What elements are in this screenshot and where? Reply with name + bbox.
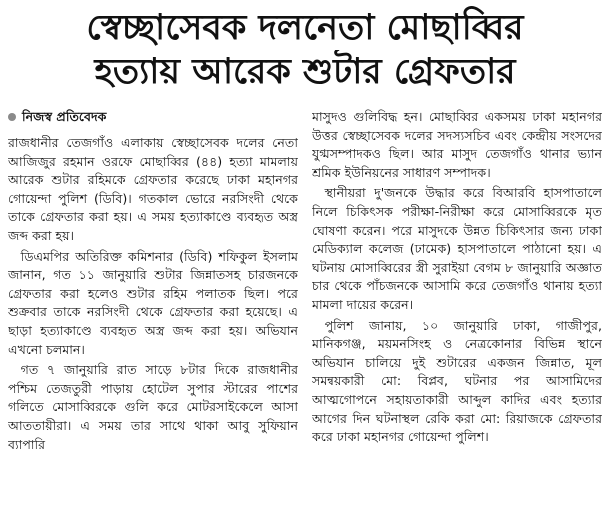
paragraph: মাসুদও গুলিবিদ্ধ হন। মোছাব্বির একসময় ঢাকা মহানগর উত্তর স্বেচ্ছাসেবক দলের সদস্যসচিব এবং কেন্দ্রীয় সংসদের যুগ্মসম্পাদকও ছিল। আর মাসুদ তেজগাঁও থানার ভ্যান শ্রমিক ইউনিয়নের সাধারণ সম্পাদক। (312, 109, 602, 180)
headline-line-1: স্বেচ্ছাসেবক দলনেতা মোছাব্বির (86, 8, 524, 48)
bullet-icon (8, 113, 16, 121)
paragraph: রাজধানীর তেজগাঁও এলাকায় স্বেচ্ছাসেবক দলের নেতা আজিজুর রহমান ওরফে মোছাব্বির (৪৪) হত্যা মামলায় আরেক শুটার রহিমকে গ্রেফতার করেছে ঢাকা মহানগর গোয়েন্দা পুলিশ (ডিবি)। গতকাল ভোরে নরসিংদী থেকে তাকে গ্রেফতার করা হয়। এ সময় হত্যাকাণ্ডে ব্যবহৃত অস্ত্র জব্দ করা হয়। (8, 135, 298, 243)
headline-line-2: হত্যায় আরেক শুটার গ্রেফতার (94, 52, 516, 92)
article-body (8, 108, 602, 531)
left-column (8, 108, 298, 531)
paragraph: ডিএমপির অতিরিক্ত কমিশনার (ডিবি) শফিকুল ইসলাম জানান, গত ১১ জানুয়ারি শুটার জিন্নাতসহ চারজনকে গ্রেফতার করা হলেও শুটার রহিম পলাতক ছিল। পরে শুক্রবার তাকে নরসিংদী থেকে গ্রেফতার করা হয়েছে। এ ছাড়া হত্যাকাণ্ডে ব্যবহৃত অস্ত্র জব্দ করা হয়। অভিযান এখনো চলমান। (8, 248, 298, 357)
byline (8, 108, 298, 126)
byline-text: নিজস্ব প্রতিবেদক (22, 109, 107, 124)
paragraph: পুলিশ জানায়, ১০ জানুয়ারি ঢাকা, গাজীপুর, মানিকগঞ্জ, ময়মনসিংহ ও নেত্রকোনার বিভিন্ন স্থানে অভিযান চালিয়ে দুই শুটারের একজন জিন্নাত, মূল সমন্বয়কারী মো: বিপ্লব, ঘটনার পর আসামিদের আত্মগোপনে সহায়তাকারী আব্দুল কাদির এবং হত্যার আগের দিন ঘটনাস্থল রেকি করা মো: রিয়াজকে গ্রেফতার করে ঢাকা মহানগর গোয়েন্দা পুলিশ। (312, 317, 602, 445)
paragraph: গত ৭ জানুয়ারি রাত সাড়ে ৮টার দিকে রাজধানীর পশ্চিম তেজতুরী পাড়ায় হোটেল সুপার স্টারের পাশের গলিতে মোসাব্বিরকে গুলি করে মোটরসাইকেলে আসা আততায়ীরা। এ সময় তার সাথে থাকা আবু সুফিয়ান ব্যাপারি (8, 362, 298, 452)
paragraph: স্থানীয়রা দু'জনকে উদ্ধার করে বিআরবি হাসপাতালে নিলে চিকিৎসক পরীক্ষা-নিরীক্ষা করে মোসাব্বিরকে মৃত ঘোষণা করেন। পরে মাসুদকে উন্নত চিকিৎসার জন্য ঢাকা মেডিক্যাল কলেজ (ঢামেক) হাসপাতালে পাঠানো হয়। এ ঘটনায় মোসাব্বিরের স্ত্রী সুরাইয়া বেগম ৮ জানুয়ারি অজ্ঞাত চার থেকে পাঁচজনকে আসামি করে তেজগাঁও থানায় হত্যা মামলা দায়ের করেন। (312, 185, 602, 312)
right-column (312, 108, 602, 531)
headline (8, 6, 602, 94)
